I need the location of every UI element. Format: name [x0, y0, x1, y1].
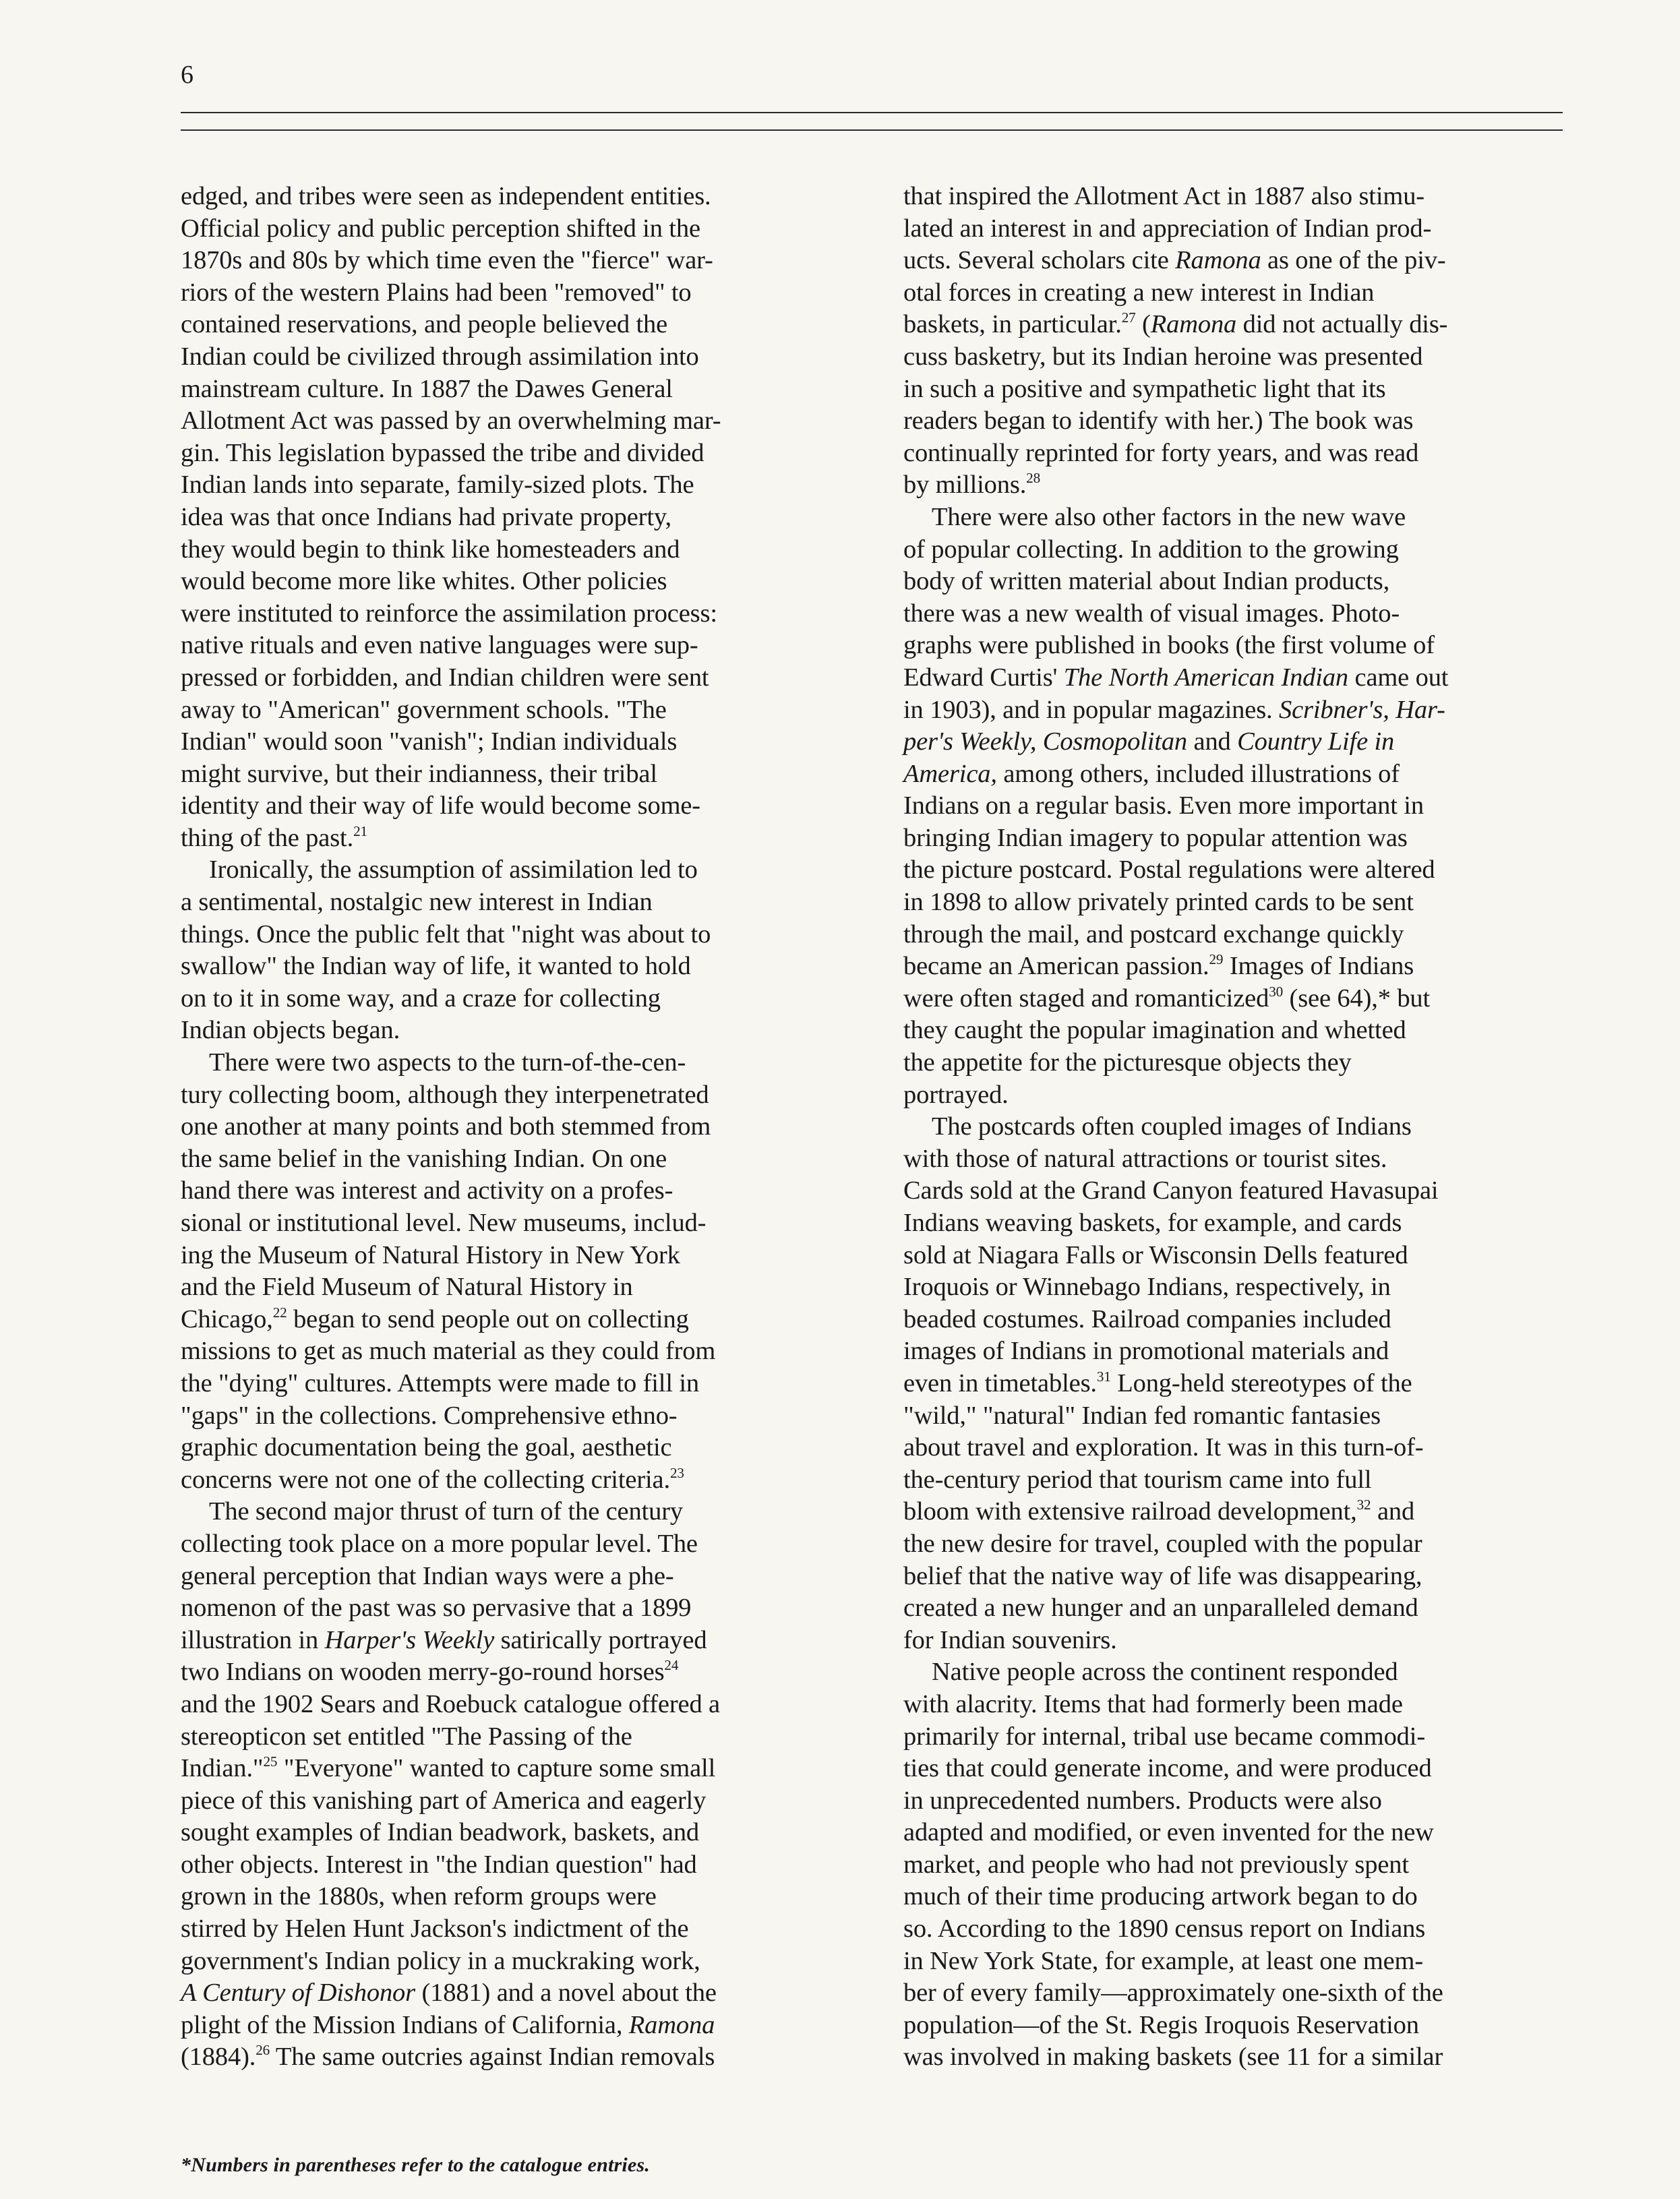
text-line [903, 1625, 1551, 1657]
text-line [181, 1528, 828, 1561]
line-text: Allotment Act was passed by an overwhelming mar- [181, 406, 721, 435]
line-text: idea was that once Indians had private property, [181, 502, 671, 531]
footnote-ref: 22 [272, 1304, 287, 1321]
text-line [181, 277, 828, 309]
text-line [903, 373, 1551, 406]
line-text: Indians on a regular basis. Even more important in [903, 791, 1424, 820]
text-line [181, 854, 828, 886]
line-text: Edward Curtis' [903, 663, 1064, 692]
text-line [181, 405, 828, 438]
text-line [181, 1143, 828, 1176]
text-line [903, 1047, 1551, 1079]
italic-title: Ramona [1150, 310, 1237, 339]
line-text: 1870s and 80s by which time even the "fierce" war- [181, 246, 713, 275]
text-line [181, 2010, 828, 2042]
line-text: in unprecedented numbers. Products were also [903, 1786, 1382, 1815]
text-line [903, 1881, 1551, 1913]
line-text: of popular collecting. In addition to the growing [903, 535, 1399, 564]
text-line [181, 1496, 828, 1528]
text-line [903, 822, 1551, 855]
line-text: the appetite for the picturesque objects they [903, 1048, 1352, 1077]
italic-title: Harper's Weekly [324, 1625, 495, 1654]
line-text: even in timetables. [903, 1368, 1097, 1397]
text-line [903, 405, 1551, 438]
text-line [181, 822, 828, 855]
line-text: among others, included illustrations of [996, 759, 1400, 788]
text-line [903, 1592, 1551, 1625]
line-text: contained reservations, and people believed the [181, 310, 668, 339]
line-text: one another at many points and both stemmed from [181, 1112, 711, 1141]
italic-title: Ramona [1175, 246, 1261, 275]
line-text: gin. This legislation bypassed the tribe and divided [181, 438, 704, 467]
line-text: through the mail, and postcard exchange quickly [903, 920, 1404, 948]
line-text: lated an interest in and appreciation of Indian prod- [903, 214, 1432, 243]
text-line [903, 919, 1551, 951]
line-text: adapted and modified, or even invented for the new [903, 1818, 1434, 1847]
text-line [903, 1496, 1551, 1528]
line-text: the same belief in the vanishing Indian. On one [181, 1144, 667, 1173]
line-text: was involved in making baskets (see 11 for a similar [903, 2043, 1443, 2072]
line-text: in 1898 to allow privately printed cards to be sent [903, 888, 1414, 917]
line-text: bringing Indian imagery to popular attention was [903, 823, 1408, 852]
text-line [181, 1753, 828, 1785]
line-text: other objects. Interest in "the Indian question" had [181, 1850, 697, 1879]
line-text: Indian" would soon "vanish"; Indian individuals [181, 727, 678, 756]
line-text: the "dying" cultures. Attempts were made to fill in [181, 1368, 700, 1397]
line-text: riors of the western Plains had been "removed" to [181, 278, 692, 307]
text-line [903, 1368, 1551, 1400]
line-text: and the Field Museum of Natural History in [181, 1273, 633, 1302]
line-text: swallow" the Indian way of life, it wanted to hold [181, 952, 691, 981]
header-rule-top [181, 112, 1563, 113]
line-text: away to "American" government schools. "The [181, 695, 667, 724]
italic-title: per's Weekly, Cosmopolitan [903, 727, 1188, 756]
text-line [903, 1400, 1551, 1433]
text-line [181, 1881, 828, 1913]
text-line [903, 983, 1551, 1015]
line-text: The second major thrust of turn of the century [209, 1497, 684, 1526]
text-line [181, 1977, 828, 2010]
text-line [903, 1977, 1551, 2010]
line-text: ber of every family—approximately one-sixth of the [903, 1979, 1443, 2008]
text-line [903, 469, 1551, 502]
line-text: sold at Niagara Falls or Wisconsin Dells featured [903, 1240, 1408, 1269]
text-line [903, 181, 1551, 213]
text-line [903, 1913, 1551, 1946]
text-line [181, 694, 828, 727]
line-text: ties that could generate income, and were produced [903, 1754, 1432, 1783]
line-text: and [1187, 727, 1238, 756]
line-text: continually reprinted for forty years, and was read [903, 438, 1419, 467]
line-text: body of written material about Indian products, [903, 567, 1390, 596]
page-number: 6 [181, 61, 193, 89]
line-text: "gaps" in the collections. Comprehensive ethno- [181, 1401, 678, 1430]
text-line [903, 245, 1551, 277]
italic-title: Ramona [628, 2010, 715, 2039]
line-text: plight of the Mission Indians of California, [181, 2010, 629, 2039]
text-line [903, 1175, 1551, 1207]
line-text: there was a new wealth of visual images. Photo- [903, 599, 1400, 628]
text-line [181, 1335, 828, 1368]
line-text: nomenon of the past was so pervasive that a 1899 [181, 1594, 692, 1623]
text-line [903, 1271, 1551, 1304]
line-text: as one of the piv- [1261, 246, 1446, 275]
text-line [181, 630, 828, 662]
line-text: sional or institutional level. New museums, includ- [181, 1209, 707, 1237]
line-text: so. According to the 1890 census report on Indians [903, 1915, 1426, 1944]
line-text: grown in the 1880s, when reform groups were [181, 1882, 657, 1911]
text-line [181, 662, 828, 694]
right-text-column [903, 181, 1551, 2074]
line-text: and the 1902 Sears and Roebuck catalogue offered a [181, 1689, 720, 1718]
line-text: illustration in [181, 1625, 325, 1654]
text-line [903, 277, 1551, 309]
line-text: the new desire for travel, coupled with the popular [903, 1529, 1422, 1558]
line-text: collecting took place on a more popular level. The [181, 1529, 698, 1558]
line-text: were often staged and romanticized [903, 984, 1269, 1013]
line-text: with those of natural attractions or tourist sites. [903, 1144, 1387, 1173]
text-line [181, 1689, 828, 1721]
footnote-ref: 31 [1096, 1368, 1111, 1385]
footnote-ref: 27 [1121, 309, 1136, 326]
text-line [903, 662, 1551, 694]
line-text: created a new hunger and an unparalleled demand [903, 1594, 1418, 1623]
line-text: readers began to identify with her.) The book was [903, 406, 1414, 435]
line-text: for Indian souvenirs. [903, 1625, 1117, 1654]
line-text: ucts. Several scholars cite [903, 246, 1176, 275]
text-line [181, 790, 828, 822]
text-line [181, 1849, 828, 1881]
line-text: otal forces in creating a new interest in Indian [903, 278, 1375, 307]
text-line [903, 502, 1551, 534]
line-text: tury collecting boom, although they interpenetrated [181, 1080, 709, 1109]
text-line [181, 919, 828, 951]
text-line [181, 1111, 828, 1143]
text-line [903, 1015, 1551, 1047]
line-text: baskets, in particular. [903, 310, 1122, 339]
text-line [903, 1111, 1551, 1143]
text-line [903, 790, 1551, 822]
italic-title: America, [903, 759, 997, 788]
text-line [903, 1240, 1551, 1272]
line-text: were instituted to reinforce the assimilation process: [181, 599, 717, 628]
text-line [181, 309, 828, 341]
text-line [181, 983, 828, 1015]
line-text: hand there was interest and activity on a profes- [181, 1176, 673, 1205]
text-line [903, 1432, 1551, 1464]
line-text: sought examples of Indian beadwork, baskets, and [181, 1818, 700, 1847]
line-text: graphs were published in books (the first volume of [903, 631, 1435, 660]
line-text: concerns were not one of the collecting criteria. [181, 1465, 670, 1494]
italic-title: Country Life in [1237, 727, 1395, 756]
line-text: two Indians on wooden merry-go-round horses [181, 1658, 665, 1687]
line-text: began to send people out on collecting [287, 1304, 689, 1333]
text-line [181, 758, 828, 791]
line-text: in 1903), and in popular magazines. [903, 695, 1279, 724]
text-line [903, 758, 1551, 791]
italic-title: The North American Indian [1063, 663, 1349, 692]
line-text: in New York State, for example, at least one mem- [903, 1946, 1424, 1975]
line-text: The same outcries against Indian removals [270, 2043, 715, 2072]
footnote-ref: 25 [263, 1753, 278, 1770]
line-text: things. Once the public felt that "night was about to [181, 920, 711, 948]
line-text: bloom with extensive railroad development, [903, 1497, 1357, 1526]
text-line [181, 534, 828, 566]
line-text: Native people across the continent responded [932, 1658, 1398, 1687]
text-line [903, 1561, 1551, 1593]
text-line [181, 1304, 828, 1336]
italic-title: Scribner's, Har- [1279, 695, 1445, 724]
line-text: thing of the past. [181, 823, 354, 852]
line-text: with alacrity. Items that had formerly been made [903, 1689, 1403, 1718]
text-line [903, 1946, 1551, 1978]
line-text: they would begin to think like homesteaders and [181, 535, 680, 564]
line-text: much of their time producing artwork began to do [903, 1882, 1418, 1911]
text-line [903, 341, 1551, 373]
text-line [181, 438, 828, 470]
text-line [903, 1721, 1551, 1753]
line-text: Indian lands into separate, family-sized plots. The [181, 471, 694, 500]
text-line [181, 1271, 828, 1304]
text-line [181, 245, 828, 277]
line-text: Indian objects began. [181, 1016, 400, 1045]
text-line [181, 1175, 828, 1207]
line-text: cuss basketry, but its Indian heroine was presented [903, 342, 1423, 371]
footnote-ref: 21 [353, 823, 367, 840]
text-line [181, 1432, 828, 1464]
line-text: they caught the popular imagination and whetted [903, 1016, 1406, 1045]
text-line [903, 854, 1551, 886]
text-line [181, 1464, 828, 1497]
line-text: in such a positive and sympathetic light that its [903, 374, 1386, 403]
line-text: Indian." [181, 1754, 264, 1783]
text-line [181, 1240, 828, 1272]
text-line [181, 1047, 828, 1079]
line-text: Official policy and public perception shifted in the [181, 214, 700, 243]
text-line [903, 1753, 1551, 1785]
line-text: graphic documentation being the goal, aesthetic [181, 1433, 672, 1462]
text-line [181, 1721, 828, 1753]
line-text: Cards sold at the Grand Canyon featured Havasupai [903, 1176, 1439, 1205]
text-line [181, 726, 828, 758]
text-line [181, 1817, 828, 1849]
text-line [181, 886, 828, 919]
text-line [181, 213, 828, 245]
text-line [903, 726, 1551, 758]
line-text: the-century period that tourism came into full [903, 1465, 1372, 1494]
header-rule-bottom [181, 129, 1563, 131]
line-text: There were also other factors in the new wave [932, 502, 1406, 531]
footnote-ref: 24 [664, 1657, 679, 1674]
line-text: ( [1135, 310, 1151, 339]
text-line [903, 1528, 1551, 1561]
line-text: "Everyone" wanted to capture some small [277, 1754, 716, 1783]
line-text: Chicago, [181, 1304, 273, 1333]
text-line [181, 502, 828, 534]
italic-title: A Century of Dishonor [181, 1979, 415, 2008]
line-text: satirically portrayed [494, 1625, 707, 1654]
line-text: primarily for internal, tribal use became commodi- [903, 1722, 1425, 1751]
line-text: Ironically, the assumption of assimilation led to [209, 855, 698, 884]
line-text: native rituals and even native languages were sup- [181, 631, 698, 660]
text-line [903, 2010, 1551, 2042]
text-line [903, 886, 1551, 919]
text-line [181, 1561, 828, 1593]
footnote: *Numbers in parentheses refer to the catalogue entries. [181, 2154, 651, 2176]
line-text: and [1371, 1497, 1415, 1526]
text-line [181, 2041, 828, 2074]
line-text: market, and people who had not previously spent [903, 1850, 1409, 1879]
footnote-ref: 23 [669, 1464, 684, 1481]
text-line [181, 1368, 828, 1400]
text-line [903, 438, 1551, 470]
text-line [903, 1817, 1551, 1849]
line-text: mainstream culture. In 1887 the Dawes General [181, 374, 673, 403]
text-line [903, 951, 1551, 983]
text-line [903, 1656, 1551, 1689]
text-line [181, 1946, 828, 1978]
line-text: stirred by Helen Hunt Jackson's indictment of the [181, 1915, 689, 1944]
text-line [181, 951, 828, 983]
text-line [181, 373, 828, 406]
line-text: might survive, but their indianness, their tribal [181, 759, 657, 788]
line-text: "wild," "natural" Indian fed romantic fantasies [903, 1401, 1381, 1430]
text-line [903, 1304, 1551, 1336]
line-text: Indian could be civilized through assimilation into [181, 342, 699, 371]
text-line [903, 1079, 1551, 1112]
line-text: became an American passion. [903, 952, 1209, 981]
line-text: identity and their way of life would become some- [181, 791, 700, 820]
left-text-column [181, 181, 828, 2074]
line-text: piece of this vanishing part of America and eagerly [181, 1786, 707, 1815]
line-text: pressed or forbidden, and Indian children were sent [181, 663, 709, 692]
line-text: on to it in some way, and a craze for collecting [181, 984, 661, 1013]
text-line [181, 598, 828, 630]
footnote-ref: 29 [1209, 951, 1224, 968]
line-text: There were two aspects to the turn-of-the-cen- [209, 1048, 686, 1077]
text-line [181, 1015, 828, 1047]
text-line [181, 1592, 828, 1625]
text-line [903, 1143, 1551, 1176]
footnote-ref: 26 [256, 2042, 270, 2059]
line-text: the picture postcard. Postal regulations were altered [903, 855, 1435, 884]
text-line [903, 566, 1551, 598]
line-text: Long-held stereotypes of the [1110, 1368, 1412, 1397]
text-line [903, 1335, 1551, 1368]
text-line [903, 630, 1551, 662]
line-text: came out [1348, 663, 1449, 692]
text-line [181, 1656, 828, 1689]
text-line [903, 1207, 1551, 1240]
text-line [181, 1400, 828, 1433]
line-text: population—of the St. Regis Iroquois Reservation [903, 2010, 1419, 2039]
text-line [181, 181, 828, 213]
text-line [903, 598, 1551, 630]
footnote-ref: 28 [1026, 470, 1041, 487]
line-text: by millions. [903, 471, 1027, 500]
line-text: government's Indian policy in a muckraking work, [181, 1946, 700, 1975]
line-text: (see 64),* but [1283, 984, 1431, 1013]
line-text: (1884). [181, 2043, 256, 2072]
line-text: stereopticon set entitled "The Passing of the [181, 1722, 632, 1751]
footnote-ref: 30 [1269, 984, 1284, 1000]
text-line [181, 1913, 828, 1946]
text-line [181, 1079, 828, 1112]
text-line [181, 1785, 828, 1817]
footnote-ref: 32 [1356, 1497, 1371, 1513]
line-text: about travel and exploration. It was in this turn-of- [903, 1433, 1424, 1462]
line-text: Indians weaving baskets, for example, and cards [903, 1209, 1402, 1237]
line-text: that inspired the Allotment Act in 1887 also stimu- [903, 182, 1424, 210]
line-text: a sentimental, nostalgic new interest in Indian [181, 888, 653, 917]
text-line [903, 1785, 1551, 1817]
line-text: beaded costumes. Railroad companies included [903, 1304, 1391, 1333]
text-line [181, 1625, 828, 1657]
text-line [903, 2041, 1551, 2074]
text-line [181, 341, 828, 373]
text-line [903, 309, 1551, 341]
line-text: general perception that Indian ways were a phe- [181, 1561, 674, 1590]
text-line [903, 213, 1551, 245]
line-text: images of Indians in promotional materials and [903, 1337, 1389, 1366]
text-line [181, 1207, 828, 1240]
text-line [903, 534, 1551, 566]
text-line [181, 469, 828, 502]
line-text: portrayed. [903, 1080, 1009, 1109]
text-line [903, 694, 1551, 727]
line-text: Iroquois or Winnebago Indians, respectively, in [903, 1273, 1391, 1302]
line-text: belief that the native way of life was disappearing, [903, 1561, 1422, 1590]
line-text: (1881) and a novel about the [415, 1979, 717, 2008]
line-text: would become more like whites. Other policies [181, 567, 667, 596]
line-text: Images of Indians [1223, 952, 1414, 981]
line-text: edged, and tribes were seen as independent entities. [181, 182, 711, 210]
line-text: The postcards often coupled images of Indians [932, 1112, 1412, 1141]
line-text: did not actually dis- [1236, 310, 1448, 339]
line-text: missions to get as much material as they could from [181, 1337, 716, 1366]
line-text: ing the Museum of Natural History in New York [181, 1240, 680, 1269]
text-line [903, 1689, 1551, 1721]
text-line [181, 566, 828, 598]
text-line [903, 1464, 1551, 1497]
text-line [903, 1849, 1551, 1881]
